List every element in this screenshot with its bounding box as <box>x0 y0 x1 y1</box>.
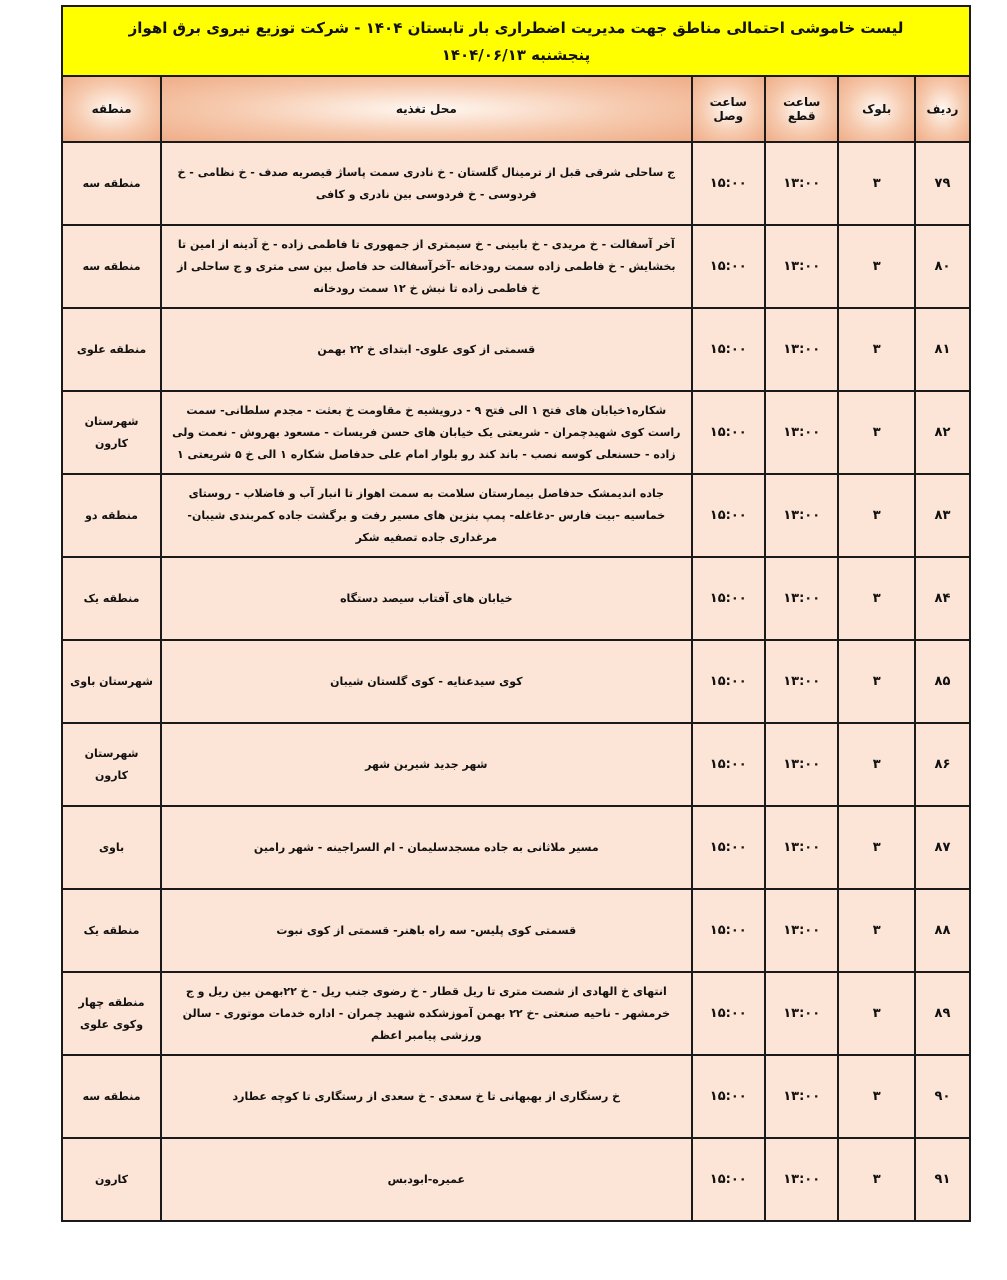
table-row <box>62 723 970 806</box>
outage-schedule-document <box>61 5 971 1222</box>
block-number: ۳ <box>838 1138 915 1221</box>
block-number: ۳ <box>838 723 915 806</box>
block-number: ۳ <box>838 1055 915 1138</box>
feed-location: جاده اندیمشک حدفاصل بیمارستان سلامت به سمت اهواز تا انبار آب و فاضلاب - روستای خماسیه -بیت فارس -دغاغله- پمپ بنزین های مسیر رفت و برگشت جاده کمربندی شیبان- مرغداری جاده تصفیه شکر <box>161 474 691 557</box>
row-number: ۸۳ <box>915 474 970 557</box>
connect-time: ۱۵:۰۰ <box>692 972 765 1055</box>
table-row <box>62 972 970 1055</box>
connect-time: ۱۵:۰۰ <box>692 1138 765 1221</box>
region: کارون <box>62 1138 161 1221</box>
header-region: منطقه <box>62 76 161 142</box>
feed-location: انتهای خ الهادی از شصت متری تا ریل قطار - خ رضوی جنب ریل - خ ۲۲بهمن بین ریل و ج خرمشهر - ناحیه صنعتی -خ ۲۲ بهمن آموزشکده شهید چمران - اداره خدمات موتوری - سالن ورزشی پیامبر اعظم <box>161 972 691 1055</box>
block-number: ۳ <box>838 640 915 723</box>
table-row <box>62 308 970 391</box>
block-number: ۳ <box>838 972 915 1055</box>
header-row-number: ردیف <box>915 76 970 142</box>
connect-time: ۱۵:۰۰ <box>692 557 765 640</box>
feed-location: شکاره۱خیابان های فتح ۱ الی فتح ۹ - درویشیه خ مقاومت خ بعثت - مجدم سلطانی- سمت راست کوی شهیدچمران - شریعتی یک خیابان های حسن فریسات - مسعود بهروش - نعمت ولی زاده - حسنعلی کوسه نصب - باند کند رو بلوار امام علی حدفاصل شکاره ۱ الی خ ۵ شریعتی ۱ <box>161 391 691 474</box>
connect-time: ۱۵:۰۰ <box>692 723 765 806</box>
block-number: ۳ <box>838 391 915 474</box>
region: شهرستان کارون <box>62 391 161 474</box>
header-feed-location: محل تغذیه <box>161 76 691 142</box>
region: منطقه سه <box>62 225 161 308</box>
row-number: ۸۲ <box>915 391 970 474</box>
connect-time: ۱۵:۰۰ <box>692 1055 765 1138</box>
row-number: ۸۱ <box>915 308 970 391</box>
cut-time: ۱۳:۰۰ <box>765 474 838 557</box>
region: شهرستان باوی <box>62 640 161 723</box>
connect-time: ۱۵:۰۰ <box>692 308 765 391</box>
cut-time: ۱۳:۰۰ <box>765 640 838 723</box>
row-number: ۹۱ <box>915 1138 970 1221</box>
connect-time: ۱۵:۰۰ <box>692 889 765 972</box>
row-number: ۷۹ <box>915 142 970 225</box>
feed-location: ج ساحلی شرقی قبل از ترمینال گلستان - خ نادری سمت پاساژ قیصریه صدف - خ نظامی - خ فردوسی - خ فردوسی بین نادری و کافی <box>161 142 691 225</box>
table-row <box>62 806 970 889</box>
row-number: ۸۰ <box>915 225 970 308</box>
feed-location: عمیره-ابودبس <box>161 1138 691 1221</box>
block-number: ۳ <box>838 308 915 391</box>
region: شهرستان کارون <box>62 723 161 806</box>
region: منطقه دو <box>62 474 161 557</box>
connect-time: ۱۵:۰۰ <box>692 225 765 308</box>
table-row <box>62 557 970 640</box>
cut-time: ۱۳:۰۰ <box>765 889 838 972</box>
title-row <box>62 6 970 76</box>
feed-location: شهر جدید شیرین شهر <box>161 723 691 806</box>
row-number: ۸۵ <box>915 640 970 723</box>
cut-time: ۱۳:۰۰ <box>765 806 838 889</box>
cut-time: ۱۳:۰۰ <box>765 1138 838 1221</box>
feed-location: قسمتی کوی پلیس- سه راه باهنر- قسمتی از کوی نبوت <box>161 889 691 972</box>
block-number: ۳ <box>838 889 915 972</box>
document-title: لیست خاموشی احتمالی مناطق جهت مدیریت اضطراری بار تابستان ۱۴۰۴ - شرکت توزیع نیروی برق اهواز <box>128 19 904 37</box>
row-number: ۸۹ <box>915 972 970 1055</box>
connect-time: ۱۵:۰۰ <box>692 806 765 889</box>
region: منطقه چهار وکوی علوی <box>62 972 161 1055</box>
table-row <box>62 391 970 474</box>
cut-time: ۱۳:۰۰ <box>765 225 838 308</box>
connect-time: ۱۵:۰۰ <box>692 640 765 723</box>
cut-time: ۱۳:۰۰ <box>765 308 838 391</box>
table-row <box>62 640 970 723</box>
table-row <box>62 1055 970 1138</box>
feed-location: خ رستگاری از بهبهانی تا خ سعدی - خ سعدی از رستگاری تا کوچه عطارد <box>161 1055 691 1138</box>
cut-time: ۱۳:۰۰ <box>765 391 838 474</box>
block-number: ۳ <box>838 225 915 308</box>
header-connect-time: ساعت وصل <box>692 76 765 142</box>
outage-table <box>61 5 971 1222</box>
header-row <box>62 76 970 142</box>
table-row <box>62 474 970 557</box>
document-date: پنجشنبه ۱۴۰۴/۰۶/۱۳ <box>441 46 591 64</box>
row-number: ۹۰ <box>915 1055 970 1138</box>
connect-time: ۱۵:۰۰ <box>692 391 765 474</box>
feed-location: کوی سیدعنایه - کوی گلستان شیبان <box>161 640 691 723</box>
row-number: ۸۷ <box>915 806 970 889</box>
region: منطقه علوی <box>62 308 161 391</box>
block-number: ۳ <box>838 806 915 889</box>
connect-time: ۱۵:۰۰ <box>692 142 765 225</box>
cut-time: ۱۳:۰۰ <box>765 1055 838 1138</box>
table-row <box>62 142 970 225</box>
region: منطقه یک <box>62 557 161 640</box>
feed-location: خیابان های آفتاب سیصد دستگاه <box>161 557 691 640</box>
header-block: بلوک <box>838 76 915 142</box>
feed-location: قسمتی از کوی علوی- ابتدای خ ۲۲ بهمن <box>161 308 691 391</box>
region: منطقه یک <box>62 889 161 972</box>
block-number: ۳ <box>838 557 915 640</box>
feed-location: مسیر ملاثانی به جاده مسجدسلیمان - ام السراجینه - شهر رامین <box>161 806 691 889</box>
row-number: ۸۶ <box>915 723 970 806</box>
row-number: ۸۴ <box>915 557 970 640</box>
block-number: ۳ <box>838 142 915 225</box>
connect-time: ۱۵:۰۰ <box>692 474 765 557</box>
region: منطقه سه <box>62 1055 161 1138</box>
cut-time: ۱۳:۰۰ <box>765 142 838 225</box>
region: باوی <box>62 806 161 889</box>
cut-time: ۱۳:۰۰ <box>765 972 838 1055</box>
table-row <box>62 889 970 972</box>
feed-location: آخر آسفالت - خ مریدی - خ بابینی - خ سیمتری از جمهوری تا فاطمی زاده - خ آدینه از امین تا بخشایش - خ فاطمی زاده سمت رودخانه -آخرآسفالت حد فاصل بین سی متری و ج ساحلی از خ فاطمی زاده تا نبش خ ۱۲ سمت رودخانه <box>161 225 691 308</box>
cut-time: ۱۳:۰۰ <box>765 723 838 806</box>
header-cut-time: ساعت قطع <box>765 76 838 142</box>
region: منطقه سه <box>62 142 161 225</box>
table-row <box>62 1138 970 1221</box>
block-number: ۳ <box>838 474 915 557</box>
cut-time: ۱۳:۰۰ <box>765 557 838 640</box>
table-row <box>62 225 970 308</box>
row-number: ۸۸ <box>915 889 970 972</box>
title-banner <box>62 6 970 76</box>
